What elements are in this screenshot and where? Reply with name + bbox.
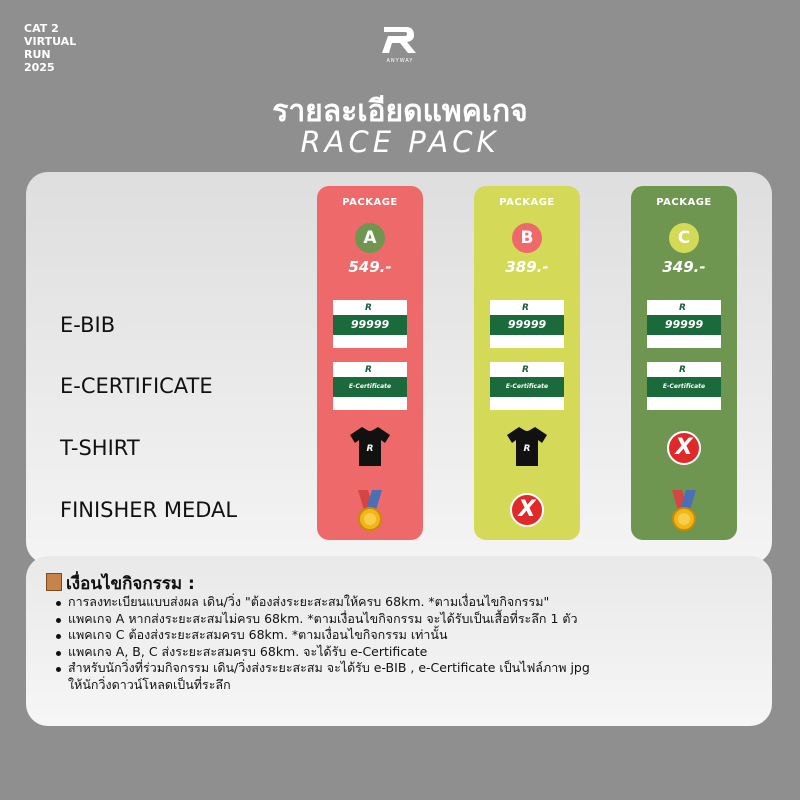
ebib-card [647, 300, 721, 348]
page-title: รายละเอียดแพคเกจ [272, 94, 528, 129]
ecert-card [333, 362, 407, 410]
event-badge [24, 22, 104, 74]
event-badge-line: CAT 2 [24, 22, 59, 35]
bib-number: 99999 [333, 315, 407, 335]
conditions-title [46, 570, 195, 597]
medal-icon [352, 488, 388, 532]
brand-logo-icon [380, 24, 420, 56]
ecert-card [490, 362, 564, 410]
cross-icon: X [667, 431, 701, 465]
bib-logo-icon: R [365, 365, 372, 375]
row-label-medal: FINISHER MEDAL [60, 498, 238, 522]
condition-item: แพคเกจ A, B, C ส่งระยะสะสมครบ 68km. จะได้รับ e-Certificate [54, 644, 754, 661]
bib-number: 99999 [490, 315, 564, 335]
page-subtitle: RACE PACK [300, 125, 500, 159]
condition-item: การลงทะเบียนแบบส่งผล เดิน/วิ่ง "ต้องส่งระยะสะสมให้ครบ 68km. *ตามเงื่อนไขกิจกรรม" [54, 594, 754, 611]
cert-text: E-Certificate [490, 377, 564, 397]
event-badge-line: 2025 [24, 61, 55, 74]
event-badge-line: RUN [24, 48, 51, 61]
ecert-card [647, 362, 721, 410]
condition-item-continued: ให้นักวิ่งดาวน์โหลดเป็นที่ระลึก [68, 676, 231, 692]
bib-logo-icon: R [365, 303, 372, 313]
conditions-title-text: เงื่อนไขกิจกรรม : [66, 574, 195, 594]
t-shirt-icon [505, 424, 549, 468]
medal-icon [666, 488, 702, 532]
ebib-card [490, 300, 564, 348]
bib-logo-icon: R [522, 303, 529, 313]
bib-logo-icon: R [679, 365, 686, 375]
clipboard-icon [46, 573, 62, 591]
bib-logo-icon: R [679, 303, 686, 313]
row-label-ecert: E-CERTIFICATE [60, 374, 213, 398]
cross-icon: X [510, 493, 544, 527]
row-label-shirt: T-SHIRT [60, 436, 140, 460]
t-shirt-icon [348, 424, 392, 468]
row-label-ebib: E-BIB [60, 313, 116, 337]
brand-logo [378, 24, 422, 64]
package-price: 549.- [348, 258, 392, 276]
event-badge-line: VIRTUAL [24, 35, 77, 48]
condition-item: แพคเกจ C ต้องส่งระยะสะสมครบ 68km. *ตามเงื่อนไขกิจกรรม เท่านั้น [54, 627, 754, 644]
svg-text:R: R [523, 444, 531, 454]
package-price: 349.- [662, 258, 706, 276]
svg-text:R: R [366, 444, 374, 454]
condition-item: สำหรับนักวิ่งที่ร่วมกิจกรรม เดิน/วิ่งส่งระยะสะสม จะได้รับ e-BIB , e-Certificate เป็นไฟล์ภาพ jpg [54, 660, 754, 677]
brand-logo-text: ANYWAY [386, 58, 414, 64]
package-card-c [631, 186, 737, 540]
package-letter: B [512, 223, 542, 253]
package-letter: C [669, 223, 699, 253]
package-label: PACKAGE [656, 197, 712, 208]
package-label: PACKAGE [499, 197, 555, 208]
cert-text: E-Certificate [333, 377, 407, 397]
bib-number: 99999 [647, 315, 721, 335]
package-label: PACKAGE [342, 197, 398, 208]
package-letter: A [355, 223, 385, 253]
package-card-a [317, 186, 423, 540]
bib-logo-icon: R [522, 365, 529, 375]
package-card-b [474, 186, 580, 540]
package-price: 389.- [505, 258, 549, 276]
conditions-list [54, 594, 754, 693]
cert-text: E-Certificate [647, 377, 721, 397]
ebib-card [333, 300, 407, 348]
condition-item: แพคเกจ A หากส่งระยะสะสมไม่ครบ 68km. *ตามเงื่อนไขกิจกรรม จะได้รับเป็นเสื้อที่ระลึก 1 ตัว [54, 611, 754, 628]
